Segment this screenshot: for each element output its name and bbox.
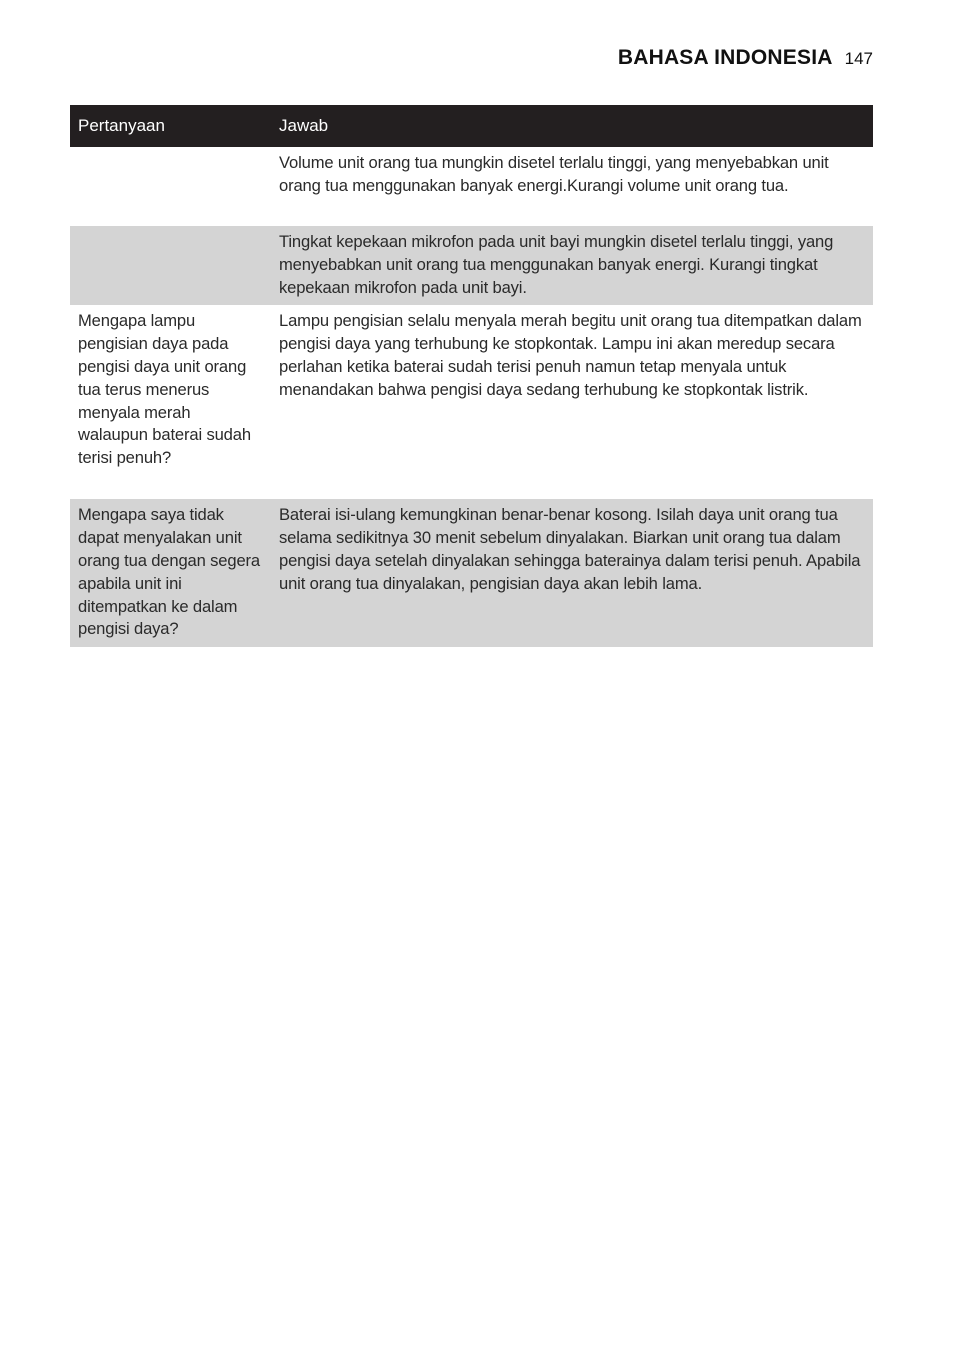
question-cell: Mengapa lampu pengisian daya pada pengisi daya unit orang tua terus menerus menyala merah walaupun baterai sudah terisi penuh? [78, 311, 251, 468]
question-cell: Mengapa saya tidak dapat menyalakan unit orang tua dengan segera apabila unit ini ditempatkan ke dalam pengisi daya? [70, 499, 271, 647]
question-cell [70, 147, 271, 226]
table-row [70, 226, 873, 305]
table-row [70, 305, 873, 499]
page-header [618, 46, 873, 70]
answer-cell: Tingkat kepekaan mikrofon pada unit bayi mungkin disetel terlalu tinggi, yang menyebabkan unit orang tua menggunakan banyak energi. Kurangi tingkat kepekaan mikrofon pada unit bayi. [271, 226, 873, 305]
answer-cell: Volume unit orang tua mungkin disetel terlalu tinggi, yang menyebabkan unit orang tua menggunakan banyak energi.Kurangi volume unit orang tua. [279, 153, 829, 195]
page-number: 147 [844, 49, 873, 68]
answer-cell: Lampu pengisian selalu menyala merah begitu unit orang tua ditempatkan dalam pengisi daya yang terhubung ke stopkontak. Lampu ini akan meredup secara perlahan ketika baterai sudah terisi penuh namun tetap menyala untuk menandakan bahwa pengisi daya sedang terhubung ke stopkontak listrik. [279, 311, 862, 399]
faq-table [70, 105, 873, 647]
table-row [70, 499, 873, 647]
question-cell [70, 226, 271, 305]
table-header-row [70, 105, 873, 147]
column-header-question: Pertanyaan [70, 105, 271, 147]
section-title: BAHASA INDONESIA [617, 46, 833, 69]
table-row [70, 147, 873, 226]
column-header-answer: Jawab [271, 105, 873, 147]
answer-cell: Baterai isi-ulang kemungkinan benar-benar kosong. Isilah daya unit orang tua selama sedikitnya 30 menit sebelum dinyalakan. Biarkan unit orang tua dalam pengisi daya setelah dinyalakan sehingga baterainya dalam terisi penuh. Apabila unit orang tua dinyalakan, pengisian daya akan lebih lama. [271, 499, 873, 647]
